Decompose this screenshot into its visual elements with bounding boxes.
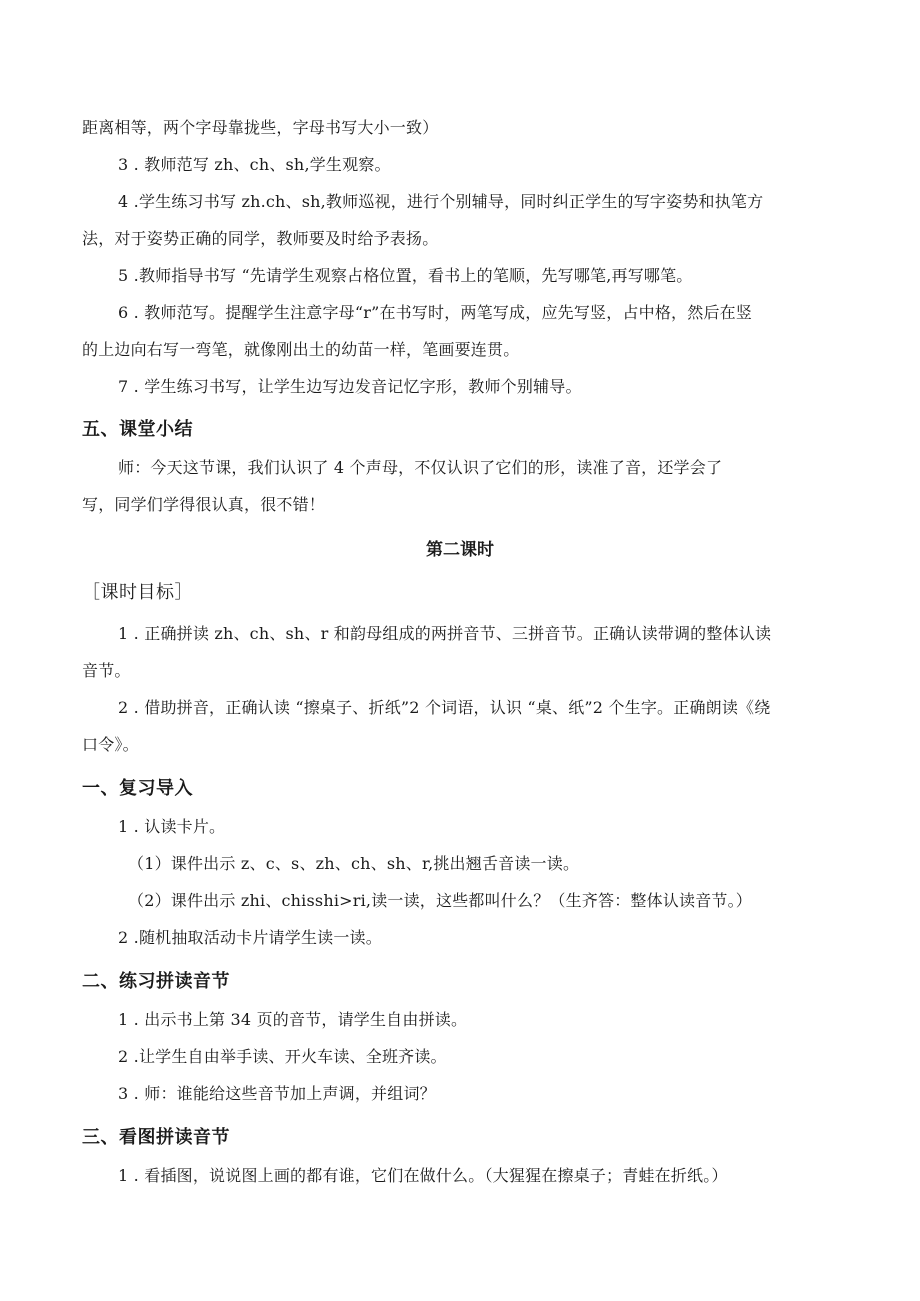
list-subitem: （2）课件出示 zhi、chisshi>ri,读一读，这些都叫什么？（生齐答：整体认读音节。） xyxy=(128,891,753,910)
section-heading: 二、练习拼读音节 xyxy=(82,971,230,992)
section-heading: 一、复习导入 xyxy=(82,778,193,799)
list-item: 6 . 教师范写。提醒学生注意字母“r”在书写时，两笔写成，应先写竖，占中格，然后在竖 xyxy=(118,303,753,322)
paragraph-line: 口令》。 xyxy=(82,735,139,754)
list-item: 2 .让学生自由举手读、开火车读、全班齐读。 xyxy=(118,1047,447,1066)
paragraph-line: 的上边向右写一弯笔，就像刚出土的幼苗一样，笔画要连贯。 xyxy=(82,340,520,359)
list-item: 1 . 正确拼读 zh、ch、sh、r 和韵母组成的两拼音节、三拼音节。正确认读带调的整体认读 xyxy=(118,624,772,643)
section-heading: 三、看图拼读音节 xyxy=(82,1127,230,1148)
list-item: 2 .随机抽取活动卡片请学生读一读。 xyxy=(118,928,382,947)
list-item: 3 . 师：谁能给这些音节加上声调，并组词？ xyxy=(118,1084,436,1103)
list-item: 1 . 看插图，说说图上画的都有谁，它们在做什么。（大猩猩在擦桌子；青蛙在折纸。） xyxy=(118,1166,728,1185)
paragraph-line: 写，同学们学得很认真，很不错！ xyxy=(82,495,326,514)
goals-heading: ［课时目标］ xyxy=(82,582,193,603)
list-item: 1 . 认读卡片。 xyxy=(118,817,226,836)
paragraph-line: 法，对于姿势正确的同学，教师要及时给予表扬。 xyxy=(82,229,439,248)
paragraph-line: 师：今天这节课，我们认识了 4 个声母，不仅认识了它们的形，读准了音，还学会了 xyxy=(118,458,723,477)
section-heading: 五、课堂小结 xyxy=(82,419,193,440)
list-item: 1 . 出示书上第 34 页的音节，请学生自由拼读。 xyxy=(118,1010,468,1029)
paragraph-line: 音节。 xyxy=(82,661,131,680)
list-item: 5 .教师指导书写 “先请学生观察占格位置，看书上的笔顺，先写哪笔,再写哪笔。 xyxy=(118,266,693,285)
list-item: 3 . 教师范写 zh、ch、sh,学生观察。 xyxy=(118,155,391,174)
paragraph-line: 距离相等，两个字母靠拢些，字母书写大小一致） xyxy=(82,118,439,137)
list-subitem: （1）课件出示 z、c、s、zh、ch、sh、r,挑出翘舌音读一读。 xyxy=(128,854,580,873)
lesson-title: 第二课时 xyxy=(426,540,494,560)
list-item: 4 .学生练习书写 zh.ch、sh,教师巡视，进行个别辅导，同时纠正学生的写字姿势和执笔方 xyxy=(118,192,764,211)
list-item: 2 . 借助拼音，正确认读 “擦桌子、折纸”2 个词语，认识 “桌、纸”2 个生字。正确朗读《绕 xyxy=(118,698,771,717)
list-item: 7 . 学生练习书写，让学生边写边发音记忆字形，教师个别辅导。 xyxy=(118,377,582,396)
